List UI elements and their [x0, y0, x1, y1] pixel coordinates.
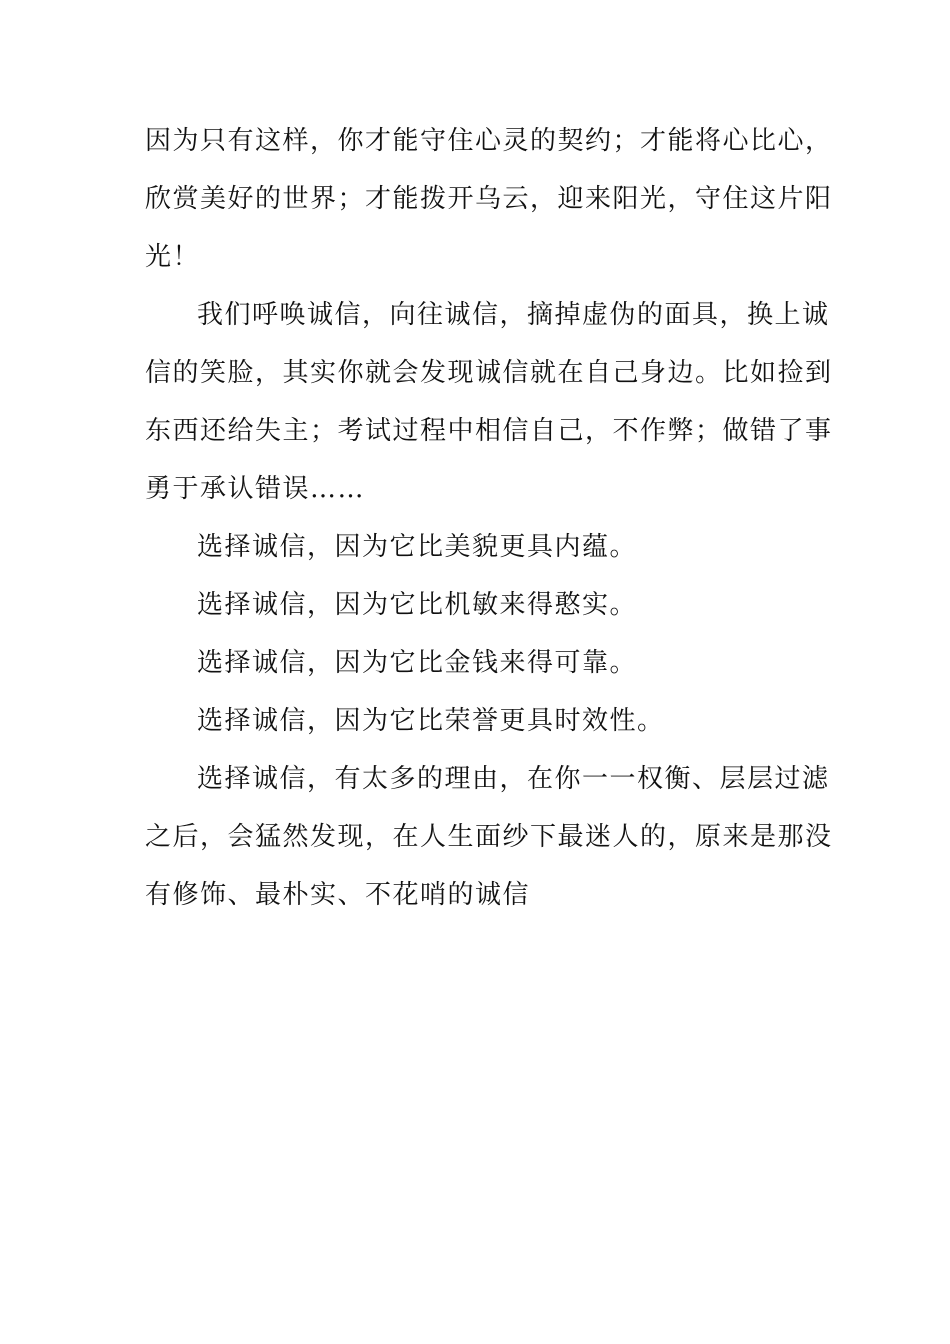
- text-line: 勇于承认错误……: [145, 474, 366, 504]
- document-body: [145, 112, 833, 924]
- text-line: 光！: [145, 242, 201, 272]
- paragraph-7: [145, 750, 833, 924]
- text-line: 之后，会猛然发现，在人生面纱下最迷人的，原来是那没: [145, 822, 833, 852]
- text-line: 选择诚信，有太多的理由，在你一一权衡、层层过滤: [197, 764, 830, 794]
- text-line: 有修饰、最朴实、不花哨的诚信: [145, 880, 531, 910]
- text-line: 东西还给失主；考试过程中相信自己，不作弊；做错了事: [145, 416, 833, 446]
- text-line: 因为只有这样，你才能守住心灵的契约；才能将心比心，: [145, 126, 833, 156]
- text-line: 选择诚信，因为它比机敏来得憨实。: [197, 590, 638, 620]
- paragraph-6: [145, 692, 807, 750]
- paragraph-2: [145, 286, 833, 518]
- text-line: 信的笑脸，其实你就会发现诚信就在自己身边。比如捡到: [145, 358, 833, 388]
- paragraph-3: [145, 518, 807, 576]
- paragraph-4: [145, 576, 807, 634]
- paragraph-1: [145, 112, 833, 286]
- text-line: 选择诚信，因为它比荣誉更具时效性。: [197, 706, 665, 736]
- paragraph-5: [145, 634, 807, 692]
- text-line: 欣赏美好的世界；才能拨开乌云，迎来阳光，守住这片阳: [145, 184, 833, 214]
- text-line: 我们呼唤诚信，向往诚信，摘掉虚伪的面具，换上诚: [197, 300, 830, 330]
- text-line: 选择诚信，因为它比美貌更具内蕴。: [197, 532, 638, 562]
- text-line: 选择诚信，因为它比金钱来得可靠。: [197, 648, 638, 678]
